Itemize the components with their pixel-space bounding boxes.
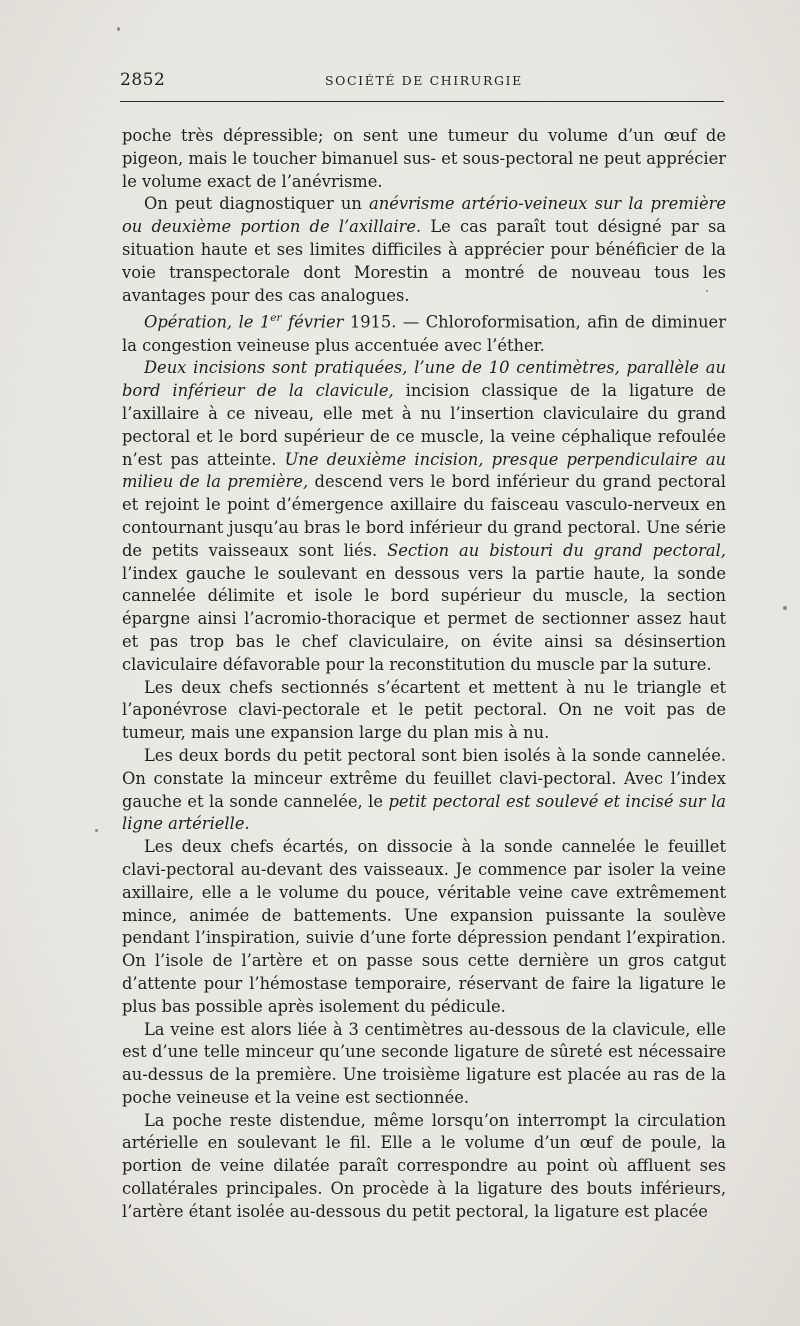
- paragraph-p2: [122, 193, 726, 307]
- paragraph-p5: [122, 677, 726, 745]
- scan-speck: [117, 27, 120, 31]
- page-header: [120, 70, 730, 94]
- paragraph-p1: [122, 125, 726, 193]
- italic-segment: Opération, le 1: [144, 312, 271, 332]
- text-segment: Le cas paraît tout désigné par sa situation haute et ses limites difficiles à apprécier pour bénéficier de la voie transpectorale dont Morestin a montré de nouveau tous les avantages pour des cas analogues.: [122, 217, 727, 305]
- italic-segment: er: [270, 312, 282, 325]
- italic-segment: Deux incisions sont pratiquées, l’une de 10 centimètres, parallèle au bord inférieur de la clavicule,: [122, 358, 726, 401]
- text-segment: incision classique de la ligature de l’axillaire à ce niveau, elle met à nu l’insertion claviculaire du grand pectoral et le bord supérieur de ce muscle, la veine céphalique refoulée n’est pas atteinte.: [122, 381, 726, 469]
- paragraph-p4: [122, 357, 726, 676]
- scan-speck: [706, 290, 708, 292]
- paragraph-p8: [122, 1019, 726, 1110]
- text-segment: l’index gauche le soulevant en dessous vers la partie haute, la sonde cannelée délimite et isole le bord supérieur du muscle, la section épargne ainsi l’acromio-thoracique et permet de sectionner assez haut et pas trop bas le chef claviculaire, on évite ainsi sa désinsertion claviculaire défavorable pour la reconstitution du muscle par la suture.: [122, 563, 726, 674]
- paragraph-p6: [122, 745, 726, 836]
- text-segment: 1915. — Chloroformisation, afin de diminuer la congestion veineuse plus accentuée avec l’éther.: [122, 312, 726, 355]
- italic-segment: Section au bistouri du grand pectoral,: [387, 540, 726, 560]
- body-text: [122, 125, 726, 1224]
- text-segment: poche très dépressible; on sent une tumeur du volume d’un œuf de pigeon, mais le toucher bimanuel sus- et sous-pectoral ne peut apprécier le volume exact de l’anévrisme.: [122, 126, 726, 191]
- italic-segment: anévrisme artério-veineux sur la première ou deuxième portion de l’axillaire.: [122, 194, 726, 237]
- text-segment: La poche reste distendue, même lorsqu’on interrompt la circulation artérielle en soulevant le fil. Elle a le volume d’un œuf de poule, la portion de veine dilatée paraît correspondre au point où affluent ses collatérales principales. On procède à la ligature des bouts inférieurs, l’artère étant isolée au-dessous du petit pectoral, la ligature est placée: [122, 1110, 726, 1221]
- text-segment: Les deux chefs écartés, on dissocie à la sonde cannelée le feuillet clavi-pectoral au-devant des vaisseaux. Je commence par isoler la veine axillaire, elle a le volume du pouce, véritable veine cave extrêmement mince, animée de battements. Une expansion puissante la soulève pendant l’inspiration, suivie d’une forte dépression pendant l’expiration. On l’isole de l’artère et on passe sous cette dernière un gros catgut d’attente pour l’hémostase temporaire, réservant de faire la ligature le plus bas possible après isolement du pédicule.: [122, 837, 726, 1016]
- running-head: SOCIÉTÉ DE CHIRURGIE: [325, 73, 523, 88]
- scan-speck: [783, 606, 787, 610]
- italic-segment: petit pectoral est soulevé et incisé sur la ligne artérielle.: [122, 791, 726, 834]
- italic-segment: Une deuxième incision, presque perpendiculaire au milieu de la première,: [122, 449, 726, 492]
- paragraph-p3: [122, 307, 726, 357]
- text-segment: La veine est alors liée à 3 centimètres au-dessous de la clavicule, elle est d’une telle minceur qu’une seconde ligature de sûreté est nécessaire au-dessus de la première. Une troisième ligature est placée au ras de la poche veineuse et la veine est sectionnée.: [122, 1019, 726, 1107]
- paragraph-p7: [122, 836, 726, 1018]
- italic-segment: février: [281, 312, 344, 332]
- text-segment: On peut diagnostiquer un: [144, 194, 370, 214]
- text-segment: descend vers le bord inférieur du grand pectoral et rejoint le point d’émergence axillaire du faisceau vasculo-nerveux en contournant jusqu’au bras le bord inférieur du grand pectoral. Une série de petits vaisseaux sont liés.: [122, 472, 726, 560]
- scan-speck: [95, 829, 98, 832]
- text-segment: Les deux bords du petit pectoral sont bien isolés à la sonde cannelée. On constate la minceur extrême du feuillet clavi-pectoral. Avec l’index gauche et la sonde cannelée, le: [122, 745, 726, 811]
- page-number: 2852: [120, 70, 166, 90]
- text-segment: Les deux chefs sectionnés s’écartent et mettent à nu le triangle et l’aponévrose clavi-pectorale et le petit pectoral. On ne voit pas de tumeur, mais une expansion large du plan mis à nu.: [122, 677, 726, 743]
- header-rule: [120, 101, 724, 102]
- paragraph-p9: [122, 1110, 726, 1224]
